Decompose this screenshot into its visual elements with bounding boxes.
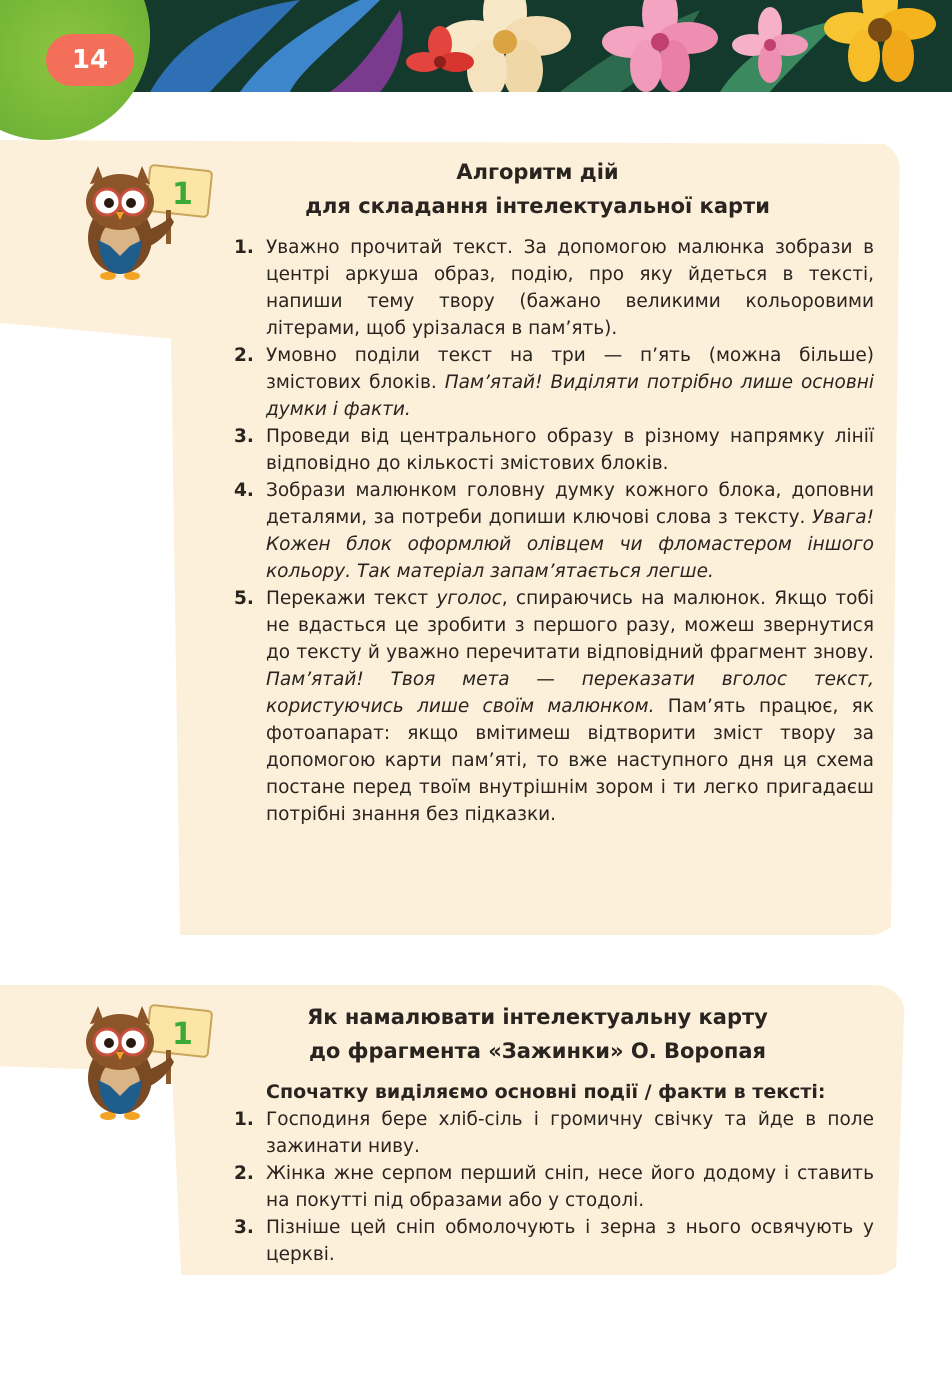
owl-mascot-icon [70, 160, 220, 285]
page-number: 14 [71, 45, 109, 75]
list-item [234, 477, 874, 585]
step-text: Жінка жне серпом перший сніп, несе його додому і ставить на покутті під образами або у стодолі. [266, 1163, 874, 1211]
mind-map-title [205, 1000, 870, 1068]
list-item [234, 1160, 874, 1214]
step-italic-note: Пам’ятай! Твоя мета — переказати вголос текст, користуючись лише своїм малюнком. [266, 669, 874, 717]
step-text: Уважно прочитай текст. За допомогою малюнка зобрази в центрі аркуша образ, подію, про яку йдеться в тексті, напиши тему твору (бажано великими кольоровими літерами, щоб урізалася в пам’ять). [266, 237, 874, 339]
sign-digit: 1 [172, 177, 193, 212]
list-item [234, 234, 874, 342]
mind-map-title-line2: до фрагмента «Зажинки» О. Воропая [308, 1039, 767, 1063]
sign-digit: 1 [172, 1017, 193, 1052]
algorithm-title-line2: для складання інтелектуальної карти [305, 194, 770, 218]
step-number: 5. [234, 588, 254, 609]
step-number: 1. [234, 237, 254, 258]
step-number: 4. [234, 480, 254, 501]
step-text: Проведи від центрального образу в різному напрямку лінії відповідно до кількості змістових блоків. [266, 426, 874, 474]
list-item [234, 1214, 874, 1268]
list-item [234, 585, 874, 828]
list-item [234, 1106, 874, 1160]
list-item [234, 423, 874, 477]
owl-mascot-icon [70, 1000, 220, 1125]
mind-map-steps-list [234, 1106, 874, 1268]
step-text: Пізніше цей сніп обмолочують і зерна з нього освячують у церкві. [266, 1217, 874, 1265]
step-text: Зобрази малюнком головну думку кожного блока, доповни деталями, за потреби допиши ключові слова з тексту. [266, 480, 874, 528]
step-number: 2. [234, 345, 254, 366]
list-item [234, 342, 874, 423]
algorithm-title [205, 155, 870, 223]
step-text: Умовно поділи текст на три — п’ять (можна більше) змістових блоків. [266, 345, 874, 393]
step-number: 1. [234, 1109, 254, 1130]
step-number: 3. [234, 1217, 254, 1238]
step-number: 3. [234, 426, 254, 447]
step-text: Перекажи текст [266, 588, 437, 609]
algorithm-title-line1: Алгоритм дій [456, 160, 619, 184]
algorithm-steps-list [234, 234, 874, 828]
page-number-badge [46, 34, 134, 86]
mind-map-subhead: Спочатку виділяємо основні події / факти в тексті: [266, 1081, 826, 1103]
mind-map-title-line1: Як намалювати інтелектуальну карту [307, 1005, 768, 1029]
step-number: 2. [234, 1163, 254, 1184]
step-text: Пам’ять працює, як фотоапарат: якщо вмітимеш відтворити зміст твору за допомогою карти пам’яті, то вже наступного дня ця схема постане перед твоїм внутрішнім зором і ти легко пригадаєш потрібні знання без підказки. [266, 696, 874, 825]
step-text: Господиня бере хліб-сіль і громичну свічку та йде в поле зажинати ниву. [266, 1109, 874, 1157]
step-italic-word: уголос [436, 588, 502, 609]
step-italic-note: Пам’ятай! Виділяти потрібно лише основні думки і факти. [266, 372, 874, 420]
step-text: , спираючись на малюнок. Якщо тобі не вдасться це зробити з першого разу, можеш звернутися до тексту й уважно перечитати відповідний фрагмент знову. [266, 588, 874, 663]
step-italic-note: Увага! Кожен блок оформлюй олівцем чи фломастером іншого кольору. Так матеріал запам’ятається легше. [266, 507, 874, 582]
